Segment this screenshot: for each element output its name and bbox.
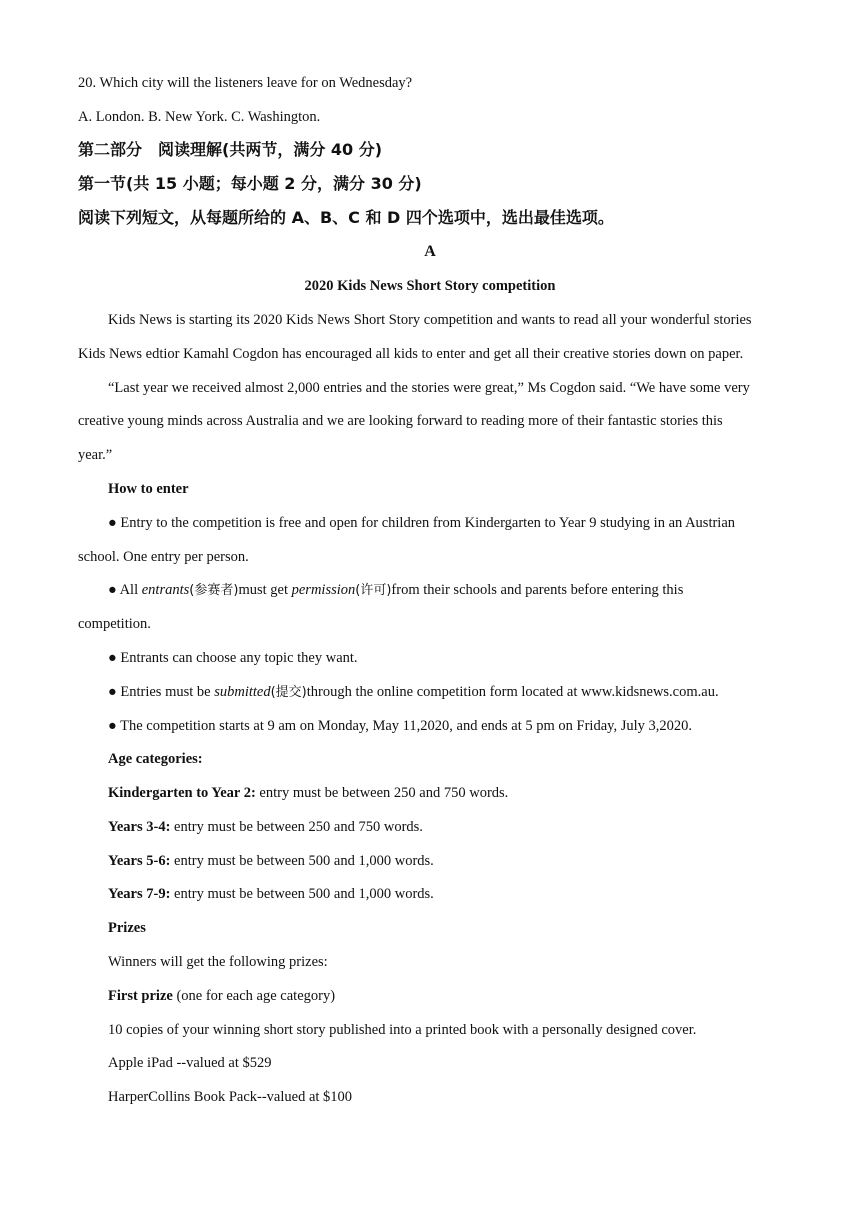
prizes-heading: Prizes <box>108 920 146 936</box>
bullet2-line1 <box>108 580 818 601</box>
first-prize-note: (one for each age category) <box>172 988 336 1004</box>
bullet4-text-b: through the online competition form located at www.kidsnews.com.au. <box>306 684 719 700</box>
age-category-3-4 <box>108 817 818 837</box>
age-categories-heading: Age categories: <box>108 751 203 767</box>
part-heading: 第二部分 阅读理解(共两节，满分 40 分) <box>78 140 383 159</box>
bullet4 <box>108 682 818 703</box>
age-category-3-4-text: entry must be between 250 and 750 words. <box>170 819 423 835</box>
bullet2-word-entrants: entrants <box>141 582 190 598</box>
age-category-5-6-label: Years 5-6: <box>108 853 171 869</box>
bullet2-text-c: from their schools and parents before entering this <box>391 582 684 598</box>
first-prize <box>108 986 818 1006</box>
age-category-k2 <box>108 783 818 803</box>
passage-title: 2020 Kids News Short Story competition <box>304 278 556 294</box>
para1-line1: Kids News is starting its 2020 Kids News Short Story competition and wants to read all your wonderful stories <box>108 312 752 328</box>
instruction: 阅读下列短文，从每题所给的 A、B、C 和 D 四个选项中，选出最佳选项。 <box>78 208 614 227</box>
bullet1-line1: ● Entry to the competition is free and open for children from Kindergarten to Year 9 studying in an Austrian <box>108 515 736 531</box>
bullet4-text-a: ● Entries must be <box>108 684 215 700</box>
bullet2-gloss-entrants: (参赛者) <box>189 583 239 598</box>
bullet5: ● The competition starts at 9 am on Monday, May 11,2020, and ends at 5 pm on Friday, July 3,2020. <box>108 718 692 734</box>
bullet3: ● Entrants can choose any topic they want. <box>108 650 358 666</box>
question-20-options: A. London. B. New York. C. Washington. <box>78 109 321 125</box>
bullet4-gloss-submitted: (提交) <box>270 685 307 700</box>
para2-line1: “Last year we received almost 2,000 entries and the stories were great,” Ms Cogdon said. “We have some very <box>108 380 750 396</box>
bullet2-word-permission: permission <box>291 582 356 598</box>
para2-line2: creative young minds across Australia and we are looking forward to reading more of their fantastic stories this <box>78 413 723 429</box>
bullet2-gloss-permission: (许可) <box>355 583 392 598</box>
prizes-intro: Winners will get the following prizes: <box>108 954 328 970</box>
age-category-7-9 <box>108 884 818 904</box>
how-to-enter-heading: How to enter <box>108 481 189 497</box>
age-category-5-6-text: entry must be between 500 and 1,000 words. <box>170 853 434 869</box>
age-category-k2-text: entry must be between 250 and 750 words. <box>255 785 509 801</box>
bullet2-text-a: ● All <box>108 582 142 598</box>
prize-item-book: 10 copies of your winning short story published into a printed book with a personally designed cover. <box>108 1022 697 1038</box>
para1-line2: Kids News edtior Kamahl Cogdon has encouraged all kids to enter and get all their creative stories down on paper. <box>78 346 744 362</box>
bullet4-word-submitted: submitted <box>214 684 271 700</box>
age-category-k2-label: Kindergarten to Year 2: <box>108 785 256 801</box>
age-category-7-9-text: entry must be between 500 and 1,000 words. <box>170 886 434 902</box>
subsection-heading: 第一节(共 15 小题；每小题 2 分，满分 30 分) <box>78 174 422 193</box>
para2-line3: year.” <box>78 447 113 463</box>
question-20: 20. Which city will the listeners leave for on Wednesday? <box>78 75 413 91</box>
passage-letter: A <box>424 243 436 260</box>
age-category-5-6 <box>108 851 818 871</box>
age-category-3-4-label: Years 3-4: <box>108 819 171 835</box>
bullet2-text-b: must get <box>238 582 292 598</box>
prize-item-ipad: Apple iPad --valued at $529 <box>108 1055 272 1071</box>
bullet2-line2: competition. <box>78 616 151 632</box>
age-category-7-9-label: Years 7-9: <box>108 886 171 902</box>
bullet1-line2: school. One entry per person. <box>78 549 249 565</box>
first-prize-label: First prize <box>108 988 173 1004</box>
prize-item-bookpack: HarperCollins Book Pack--valued at $100 <box>108 1089 353 1105</box>
